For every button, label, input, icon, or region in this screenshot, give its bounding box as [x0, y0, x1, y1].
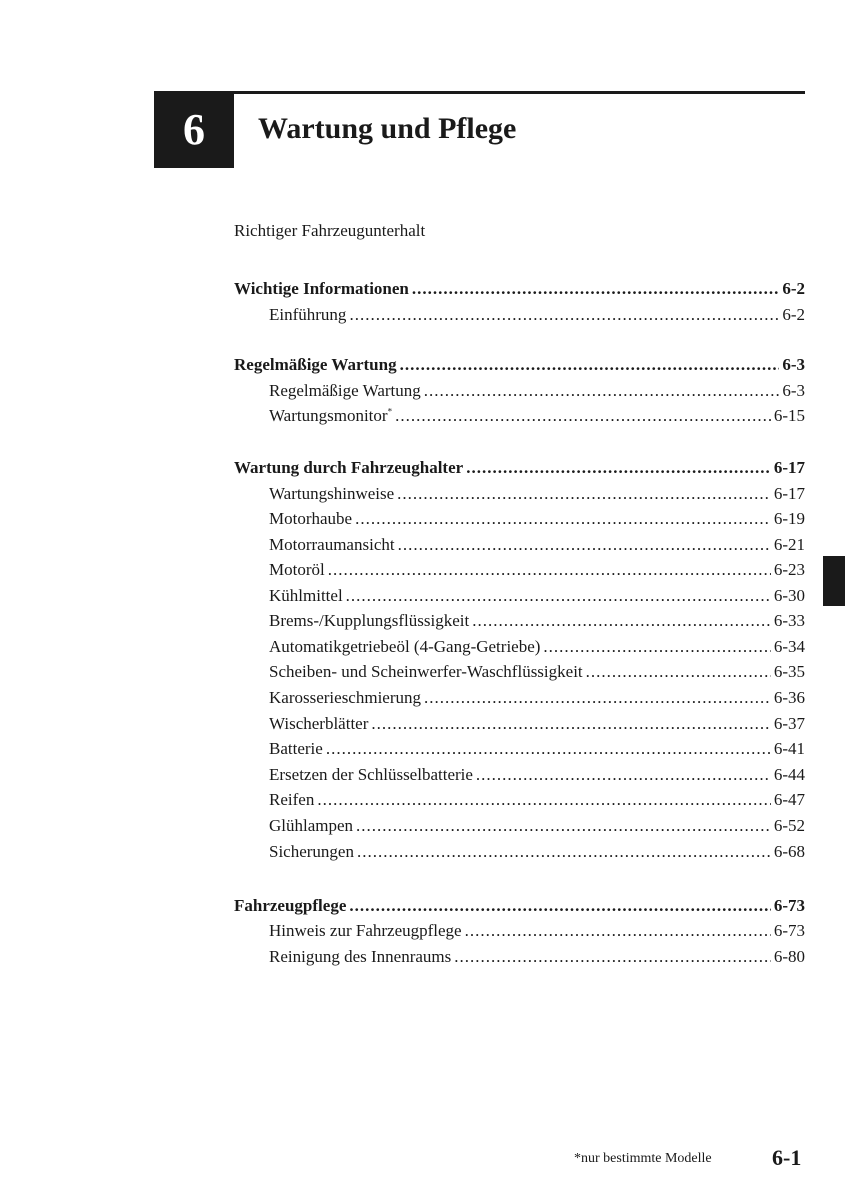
toc-entry-title: Regelmäßige Wartung	[269, 381, 421, 400]
toc-leader	[465, 921, 771, 941]
toc-section[interactable]	[234, 279, 805, 303]
toc-page-number: 6-73	[773, 921, 805, 940]
toc-page-number: 6-17	[773, 484, 805, 503]
toc-page-number: 6-52	[773, 816, 805, 835]
toc-leader	[586, 662, 771, 682]
toc-entry[interactable]	[269, 842, 805, 866]
toc-page-number: 6-3	[782, 355, 805, 374]
toc-leader	[398, 535, 771, 555]
toc-page-number: 6-34	[773, 637, 805, 656]
toc-leader	[349, 305, 779, 325]
toc-section[interactable]	[234, 896, 805, 920]
toc-page-number: 6-47	[773, 790, 805, 809]
toc-page-number: 6-21	[773, 535, 805, 554]
toc-page-number: 6-35	[773, 662, 805, 681]
toc-leader	[356, 816, 771, 836]
toc-entry-title: Brems-/Kupplungsflüssigkeit	[269, 611, 470, 630]
toc-entry-title: Hinweis zur Fahrzeugpflege	[269, 921, 462, 940]
toc-entry-title: Reifen	[269, 790, 315, 809]
toc-page-number: 6-19	[773, 509, 805, 528]
footnote-marker: *	[387, 406, 393, 417]
toc-leader	[543, 637, 770, 657]
toc-entry[interactable]	[269, 662, 805, 686]
toc-section-title: Wichtige Informationen	[234, 279, 409, 298]
toc-entry[interactable]	[269, 535, 805, 559]
toc-leader	[395, 406, 771, 426]
toc-entry-title: Reinigung des Innenraums	[269, 947, 452, 966]
chapter-thumb-tab	[823, 556, 845, 606]
chapter-number: 6	[154, 91, 234, 168]
toc-entry[interactable]	[269, 611, 805, 635]
toc-leader	[346, 586, 771, 606]
toc-leader	[412, 279, 779, 299]
toc-section[interactable]	[234, 355, 805, 379]
toc-page-number: 6-15	[773, 406, 805, 425]
toc-page-number: 6-68	[773, 842, 805, 861]
toc-entry-title: Wischerblätter	[269, 714, 369, 733]
toc-page-number: 6-2	[782, 279, 805, 298]
footnote-text: *nur bestimmte Modelle	[574, 1151, 712, 1166]
toc-entry[interactable]	[269, 509, 805, 533]
toc-leader	[349, 896, 770, 916]
toc-entry-title: Automatikgetriebeöl (4-Gang-Getriebe)	[269, 637, 541, 656]
toc-page-number: 6-44	[773, 765, 805, 784]
toc-entry-title: Wartungshinweise	[269, 484, 395, 503]
toc-entry-title: Glühlampen	[269, 816, 354, 835]
toc-section-title: Regelmäßige Wartung	[234, 355, 397, 374]
toc-leader	[424, 688, 771, 708]
toc-leader	[454, 947, 771, 967]
toc-entry[interactable]	[269, 790, 805, 814]
toc-page-number: 6-37	[773, 714, 805, 733]
toc-entry[interactable]	[269, 921, 805, 945]
toc-entry-title: Batterie	[269, 739, 323, 758]
toc-page-number: 6-80	[773, 947, 805, 966]
toc-leader	[317, 790, 771, 810]
toc-section[interactable]	[234, 458, 805, 482]
toc-section-title: Fahrzeugpflege	[234, 896, 347, 915]
page-number: 6-1	[772, 1145, 802, 1170]
toc-entry-title: Motorraumansicht	[269, 535, 395, 554]
toc-page-number: 6-3	[782, 381, 805, 400]
toc-entry[interactable]	[269, 560, 805, 584]
chapter-intro: Richtiger Fahrzeugunterhalt	[234, 221, 426, 240]
toc-entry[interactable]	[269, 816, 805, 840]
toc-page-number: 6-2	[782, 305, 805, 324]
toc-page-number: 6-17	[773, 458, 805, 477]
toc-entry-title: Ersetzen der Schlüsselbatterie	[269, 765, 473, 784]
toc-leader	[357, 842, 771, 862]
toc-page-number: 6-73	[773, 896, 805, 915]
toc-page-number: 6-33	[773, 611, 805, 630]
toc-entry[interactable]	[269, 714, 805, 738]
toc-entry-title: Kühlmittel	[269, 586, 343, 605]
toc-entry[interactable]	[269, 586, 805, 610]
toc-entry-title: Motoröl	[269, 560, 325, 579]
toc-leader	[400, 355, 780, 375]
toc-leader	[326, 739, 771, 759]
toc-leader	[355, 509, 771, 529]
toc-entry[interactable]	[269, 688, 805, 712]
toc-entry[interactable]	[269, 739, 805, 763]
toc-page-number: 6-30	[773, 586, 805, 605]
chapter-rule	[234, 91, 805, 94]
toc-leader	[466, 458, 771, 478]
toc-entry[interactable]	[269, 947, 805, 971]
toc-entry[interactable]	[269, 305, 805, 329]
toc-leader	[328, 560, 771, 580]
toc-entry[interactable]	[269, 406, 805, 430]
toc-page-number: 6-36	[773, 688, 805, 707]
toc-page-number: 6-41	[773, 739, 805, 758]
toc-entry-title: Sicherungen	[269, 842, 354, 861]
toc-entry-title: Karosserieschmierung	[269, 688, 422, 707]
toc-entry-title: Einführung	[269, 305, 347, 324]
toc-entry[interactable]	[269, 484, 805, 508]
toc-leader	[476, 765, 771, 785]
toc-leader	[424, 381, 780, 401]
toc-section-title: Wartung durch Fahrzeughalter	[234, 458, 464, 477]
toc-entry-title: Scheiben- und Scheinwerfer-Waschflüssigkeit	[269, 662, 583, 681]
toc-leader	[371, 714, 770, 734]
toc-entry-title	[269, 406, 392, 426]
toc-page-number: 6-23	[773, 560, 805, 579]
toc-leader	[397, 484, 771, 504]
toc-leader	[472, 611, 771, 631]
toc-entry-text: Wartungsmonitor	[269, 406, 388, 425]
toc-entry[interactable]	[269, 765, 805, 789]
toc-entry[interactable]	[269, 381, 805, 405]
toc-entry-title: Motorhaube	[269, 509, 353, 528]
chapter-title: Wartung und Pflege	[258, 112, 517, 145]
toc-entry[interactable]	[269, 637, 805, 661]
